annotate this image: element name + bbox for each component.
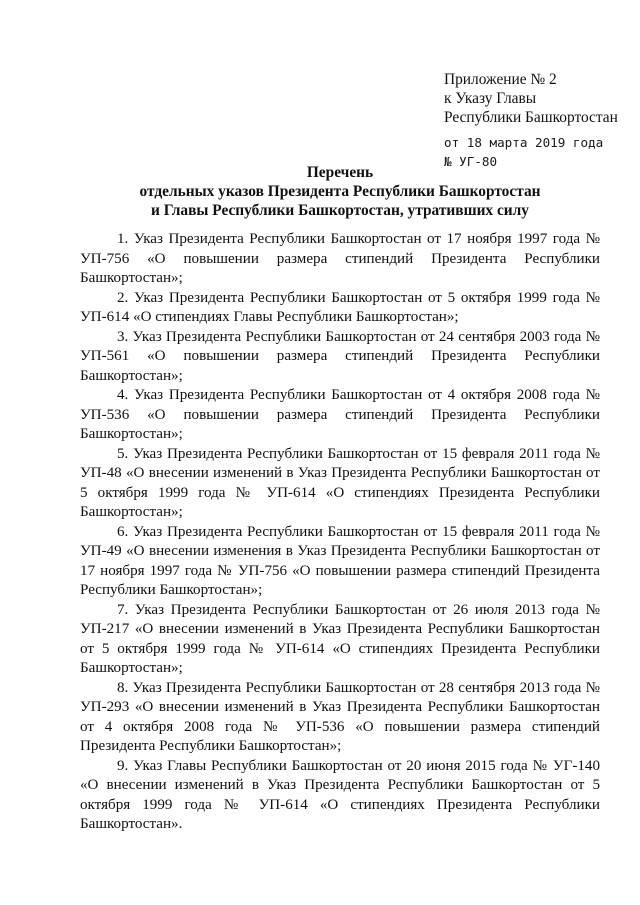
appendix-republic: Республики Башкортостан xyxy=(444,109,618,126)
title-subheading-2: и Главы Республики Башкортостан, утративших силу xyxy=(150,202,530,219)
appendix-header xyxy=(444,70,634,127)
list-item: 8. Указ Президента Республики Башкортостан от 28 сентября 2013 года № УП-293 «О внесении изменений в Указ Президента Республики Башкортостан от 4 октября 2008 года № УП-536 «О повышении размера стипендий Президента Республики Башкортостан»; xyxy=(80,679,600,754)
title-heading: Перечень xyxy=(306,164,374,181)
list-item: 3. Указ Президента Республики Башкортостан от 24 сентября 2003 года № УП-561 «О повышении размера стипендий Президента Республики Башкортостан»; xyxy=(80,328,600,384)
decree-date: от 18 марта 2019 года xyxy=(444,135,604,150)
list-item: 5. Указ Президента Республики Башкортостан от 15 февраля 2011 года № УП-48 «О внесении изменений в Указ Президента Республики Башкортостан от 5 октября 1999 года № УП-614 «О стипендиях Президента Республики Башкортостан»; xyxy=(80,445,600,520)
decree-list xyxy=(80,230,600,835)
list-item: 9. Указ Главы Республики Башкортостан от 20 июня 2015 года № УГ-140 «О внесении изменений в Указ Президента Республики Башкортостан от 5 октября 1999 года № УП-614 «О стипендиях Президента Республики Башкортостан». xyxy=(80,757,600,832)
list-item: 2. Указ Президента Республики Башкортостан от 5 октября 1999 года № УП-614 «О стипендиях Главы Республики Башкортостан»; xyxy=(80,289,600,325)
appendix-number: Приложение № 2 xyxy=(444,71,557,88)
title-subheading-1: отдельных указов Президента Республики Башкортостан xyxy=(139,183,541,200)
appendix-decree-ref: к Указу Главы xyxy=(444,90,537,107)
document-title xyxy=(80,163,600,220)
list-item: 4. Указ Президента Республики Башкортостан от 4 октября 2008 года № УП-536 «О повышении размера стипендий Президента Республики Башкортостан»; xyxy=(80,387,600,442)
list-item: 6. Указ Президента Республики Башкортостан от 15 февраля 2011 года № УП-49 «О внесении изменения в Указ Президента Республики Башкортостан от 17 ноября 1997 года № УП-756 «О повышении размера стипендий Президента Республики Башкортостан»; xyxy=(80,523,600,598)
list-item: 7. Указ Президента Республики Башкортостан от 26 июля 2013 года № УП-217 «О внесении изменений в Указ Президента Республики Башкортостан от 5 октября 1999 года № УП-614 «О стипендиях Президента Республики Башкортостан»; xyxy=(80,601,600,676)
decree-number: № УГ-80 xyxy=(444,154,498,169)
list-item: 1. Указ Президента Республики Башкортостан от 17 ноября 1997 года № УП-756 «О повышении размера стипендий Президента Республики Башкортостан»; xyxy=(80,231,600,286)
